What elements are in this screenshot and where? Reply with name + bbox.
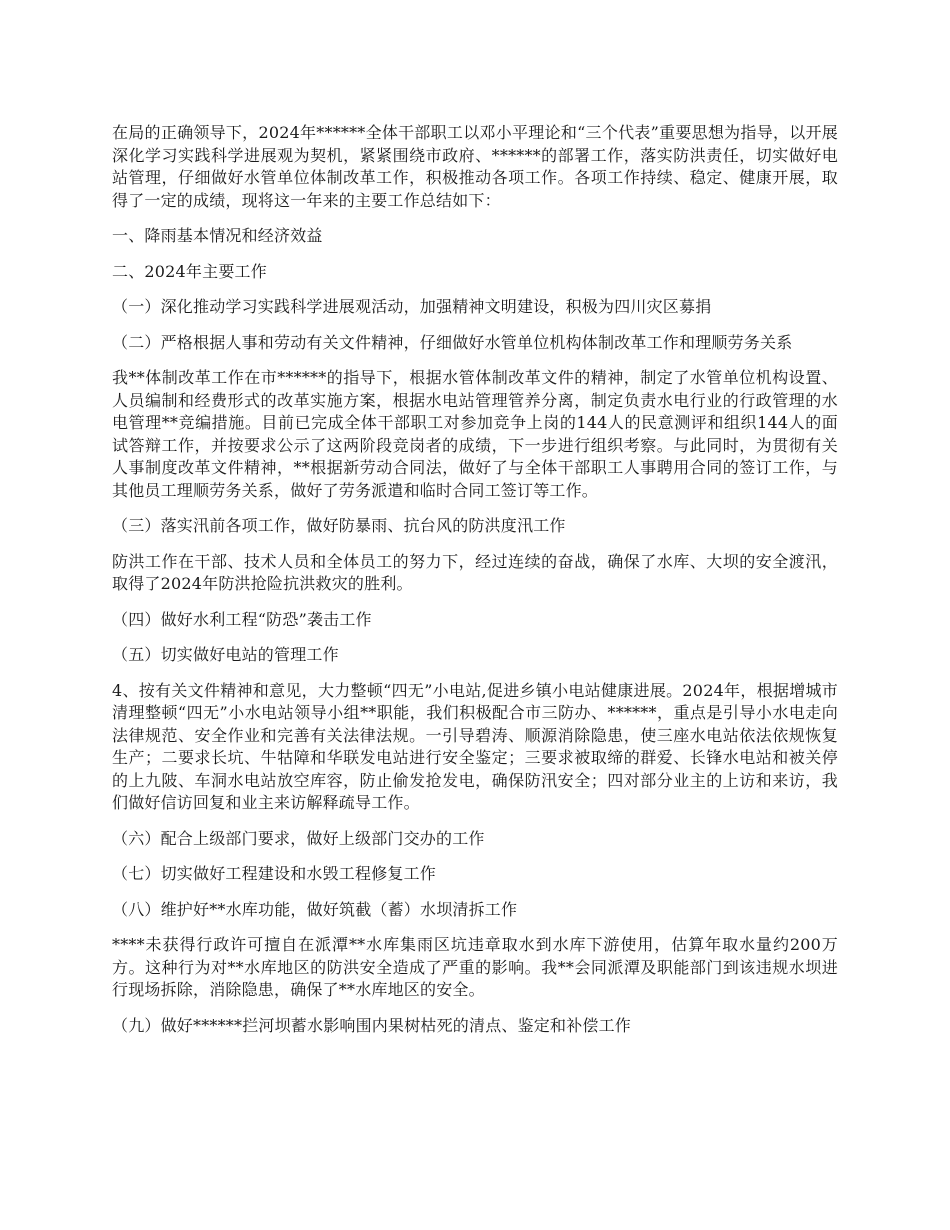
subsection-heading-5: （五）切实做好电站的管理工作 — [112, 645, 339, 664]
subsection-heading-1: （一）深化推动学习实践科学进展观活动，加强精神文明建设，积极为四川灾区募捐 — [112, 297, 712, 316]
reservoir-paragraph: ****未获得行政许可擅自在派潭**水库集雨区坑违章取水到水库下游使用，估算年取水量约200万方。这种行为对**水库地区的防洪安全造成了严重的影响。我**会同派潭及职能部门到该违规水坝进行现场拆除，消除隐患，确保了**水库地区的安全。 — [112, 935, 838, 999]
subsection-heading-3: （三）落实汛前各项工作，做好防暴雨、抗台风的防洪度汛工作 — [112, 516, 566, 535]
section-heading-1: 一、降雨基本情况和经济效益 — [112, 226, 323, 245]
subsection-heading-7: （七）切实做好工程建设和水毁工程修复工作 — [112, 864, 437, 883]
subsection-heading-8: （八）维护好**水库功能，做好筑截（蓄）水坝清拆工作 — [112, 899, 518, 919]
reform-paragraph: 我**体制改革工作在市******的指导下，根据水管体制改革文件的精神，制定了水管单位机构设置、人员编制和经费形式的改革实施方案，根据水电站管理管养分离，制定负责水电行业的行政管理的水电管理**竞编措施。目前已完成全体干部职工对参加竞争上岗的144人的民意测评和组织144人的面试答辩工作，并按要求公示了这两阶段竞岗者的成绩，下一步进行组织考察。与此同时，为贯彻有关人事制度改革文件精神，**根据新劳动合同法，做好了与全体干部职工人事聘用合同的签订工作，与其他员工理顺劳务关系，做好了劳务派遣和临时合同工签订等工作。 — [112, 368, 838, 500]
subsection-heading-6: （六）配合上级部门要求，做好上级部门交办的工作 — [112, 828, 485, 848]
subsection-heading-4: （四）做好水利工程“防恐”袭击工作 — [112, 609, 372, 629]
subsection-heading-9: （九）做好******拦河坝蓄水影响围内果树枯死的清点、鉴定和补偿工作 — [112, 1015, 632, 1035]
subsection-heading-2: （二）严格根据人事和劳动有关文件精神，仔细做好水管单位机构体制改革工作和理顺劳务关系 — [112, 332, 793, 352]
power-station-paragraph: 4、按有关文件精神和意见，大力整顿“四无”小电站,促进乡镇小电站健康进展。2024年，根据增城市清理整顿“四无”小水电站领导小组**职能，我们积极配合市三防办、******，重点是引导小水电走向法律规范、安全作业和完善有关法律法规。一引导碧涛、顺源消除隐患，使三座水电站依法依规恢复生产；二要求长坑、牛牯障和华联发电站进行安全鉴定；三要求被取缔的群爱、长锋水电站和被关停的上九陂、车洞水电站放空库容，防止偷发抢发电，确保防汛安全；四对部分业主的上访和来访，我们做好信访回复和业主来访解释疏导工作。 — [112, 680, 838, 812]
section-heading-2: 二、2024年主要工作 — [112, 261, 267, 281]
intro-paragraph: 在局的正确领导下，2024年******全体干部职工以邓小平理论和“三个代表”重要思想为指导，以开展深化学习实践科学进展观为契机，紧紧围绕市政府、******的部署工作，落实防洪责任，切实做好电站管理，仔细做好水管单位体制改革工作，积极推动各项工作。各项工作持续、稳定、健康开展，取得了一定的成绩，现将这一年来的主要工作总结如下： — [112, 123, 838, 210]
flood-control-paragraph: 防洪工作在干部、技术人员和全体员工的努力下，经过连续的奋战，确保了水库、大坝的安全渡汛，取得了2024年防洪抢险抗洪救灾的胜利。 — [112, 551, 838, 593]
